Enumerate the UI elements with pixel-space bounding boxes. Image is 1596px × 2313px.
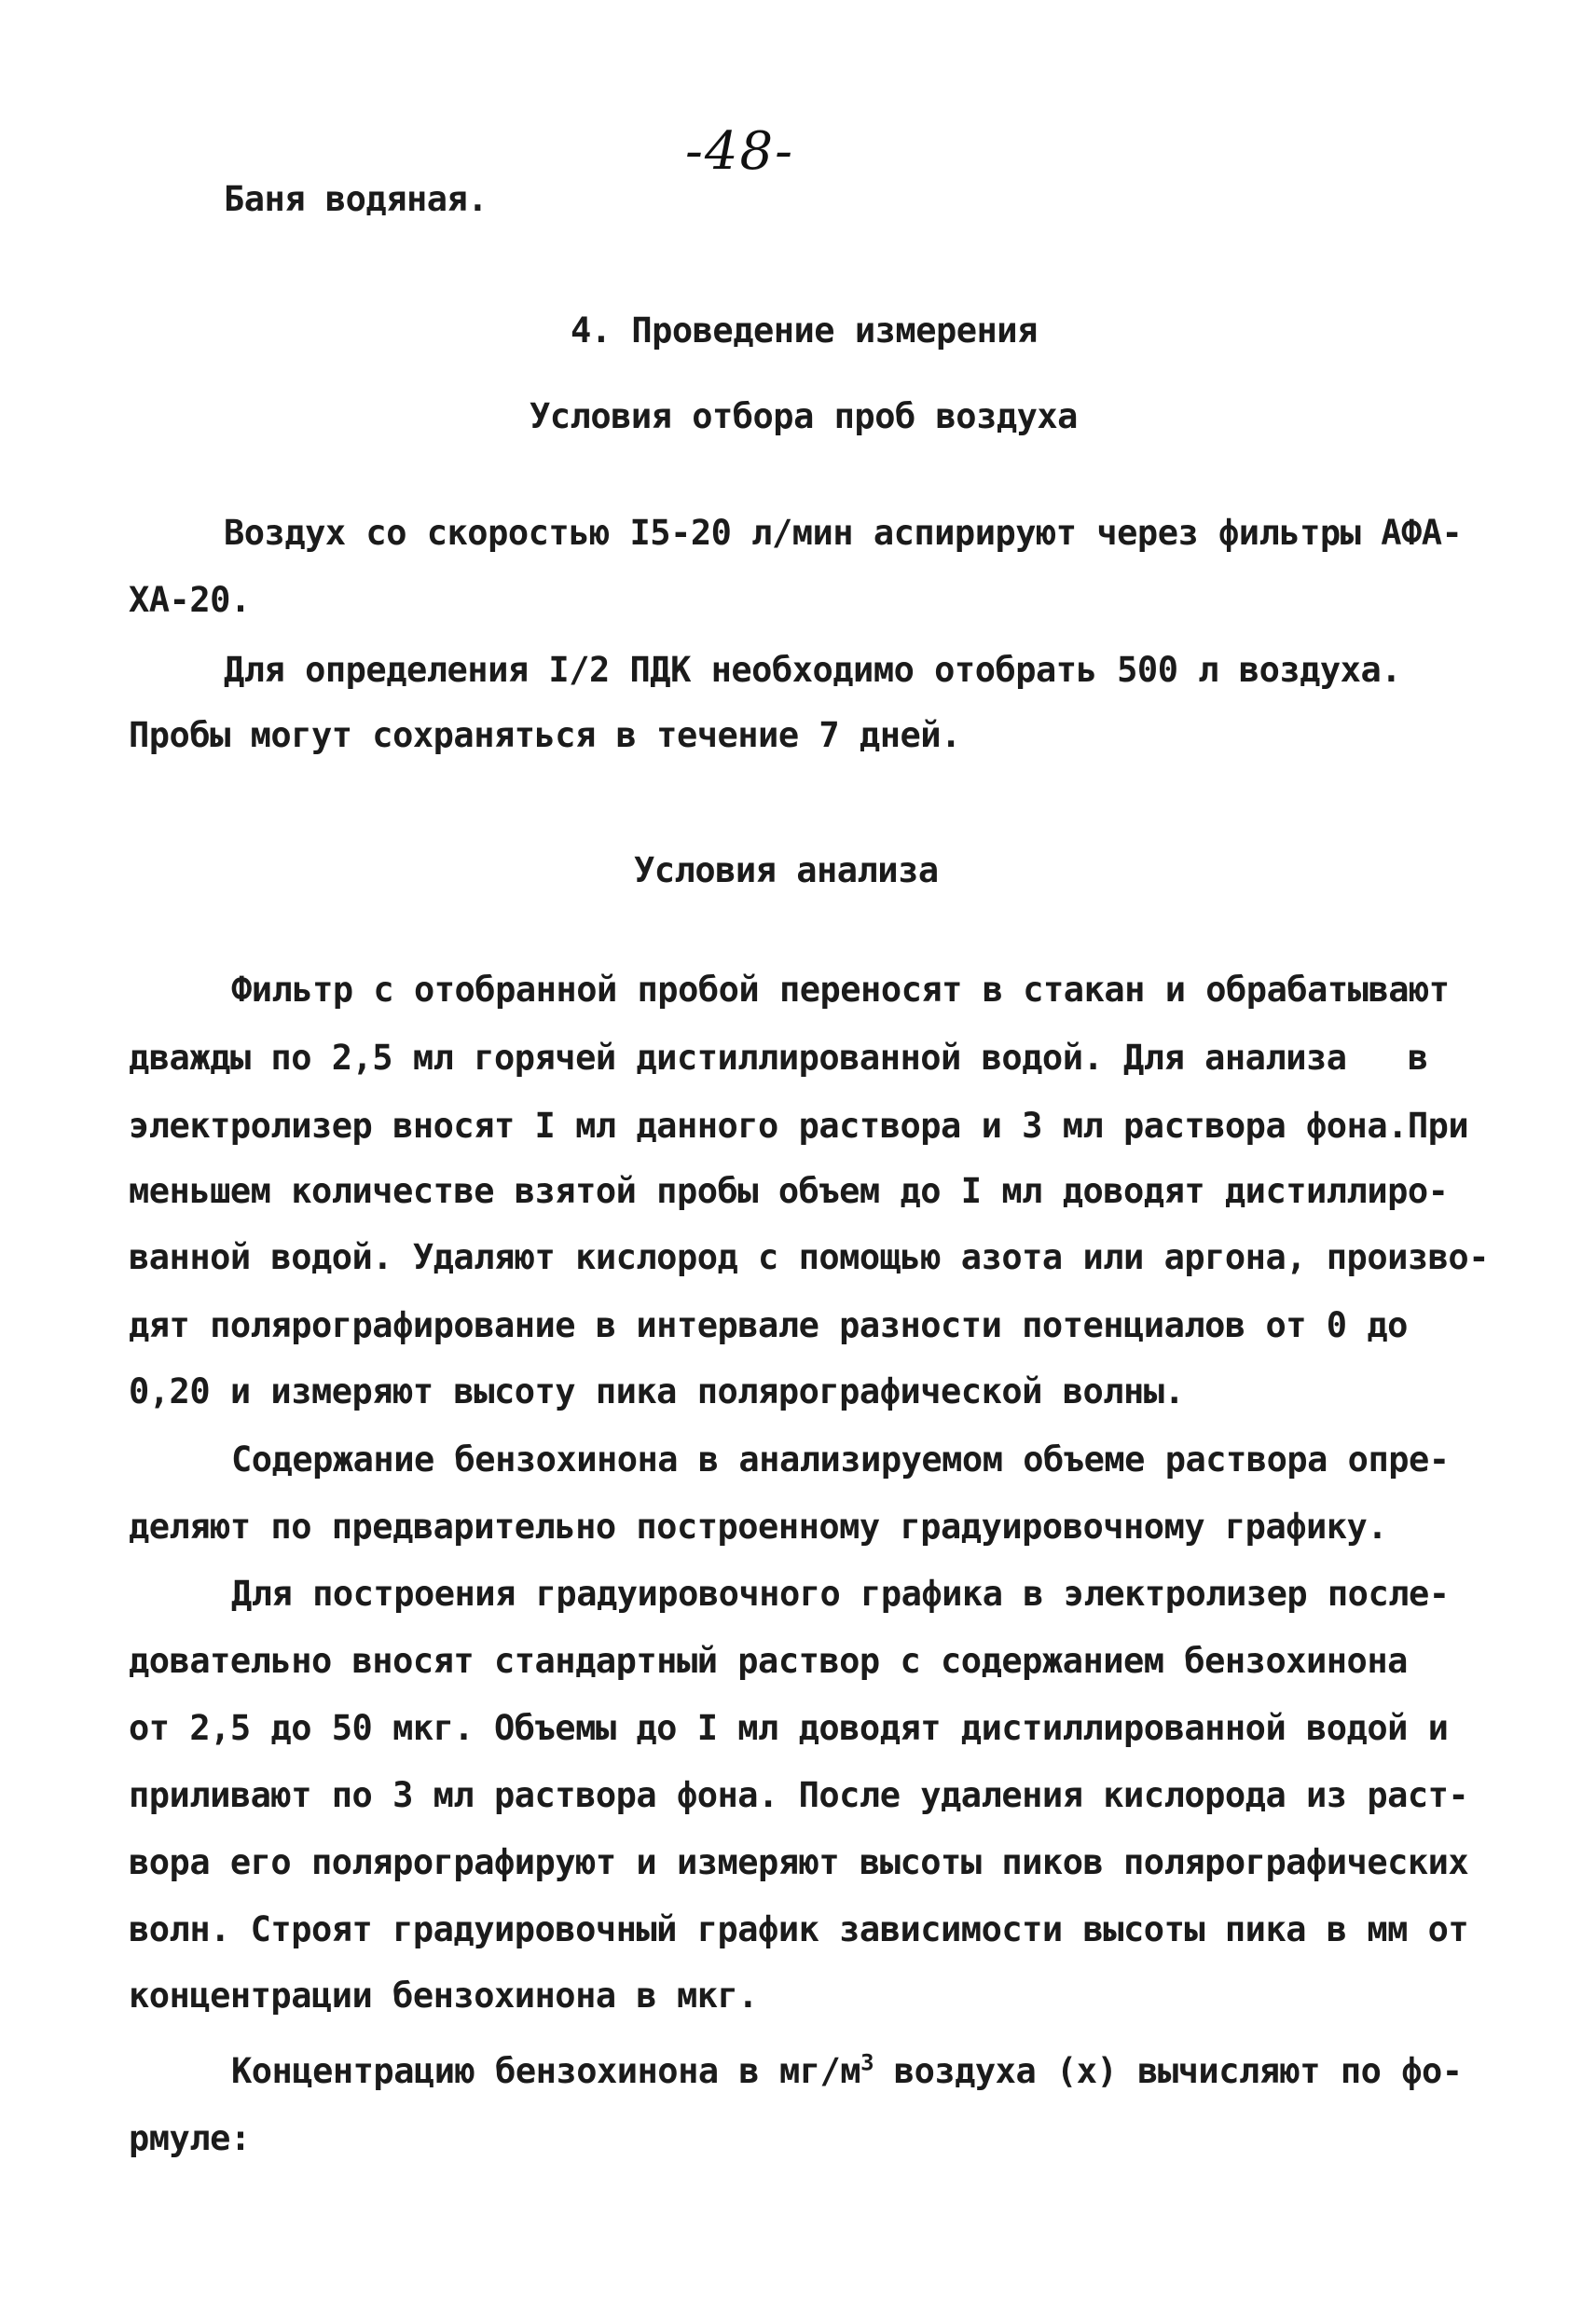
paragraph-line: Содержание бензохинона в анализируемом объеме раствора опре- xyxy=(231,1439,1450,1480)
paragraph-line: дважды по 2,5 мл горячей дистиллированной водой. Для анализа в xyxy=(129,1038,1428,1078)
paragraph-line: 0,20 и измеряют высоту пика полярографической волны. xyxy=(129,1371,1185,1411)
paragraph-line: Для определения I/2 ПДК необходимо отобрать 500 л воздуха. xyxy=(224,650,1402,690)
paragraph-line: Фильтр с отобранной пробой переносят в стакан и обрабатывают xyxy=(231,970,1450,1010)
section-heading: 4. Проведение измерения xyxy=(571,310,1038,351)
paragraph-line: ванной водой. Удаляют кислород с помощью азота или аргона, произво- xyxy=(129,1237,1489,1277)
page-number: -48- xyxy=(685,121,795,182)
formula-text-start: Концентрацию бензохинона в мг/м xyxy=(231,2051,861,2091)
paragraph-line: довательно вносят стандартный раствор с содержанием бензохинона xyxy=(129,1641,1408,1681)
paragraph-line: Пробы могут сохраняться в течение 7 дней. xyxy=(129,715,961,755)
formula-intro-line xyxy=(231,2051,1463,2092)
cubic-superscript: 3 xyxy=(860,2049,874,2076)
paragraph-line: дят полярографирование в интервале разности потенциалов от 0 до xyxy=(129,1305,1408,1345)
paragraph-line: ХА-20. xyxy=(129,580,251,620)
analysis-heading: Условия анализа xyxy=(634,850,939,890)
paragraph-line: вора его полярографируют и измеряют высоты пиков полярографических xyxy=(129,1842,1469,1882)
paragraph-line: Воздух со скоростью I5-20 л/мин аспирируют через фильтры АФА- xyxy=(224,513,1463,553)
paragraph-line: волн. Строят градуировочный график зависимости высоты пика в мм от xyxy=(129,1909,1469,1949)
paragraph-line: Для построения градуировочного графика в электролизер после- xyxy=(231,1574,1450,1614)
paragraph-line: от 2,5 до 50 мкг. Объемы до I мл доводят дистиллированной водой и xyxy=(129,1708,1449,1748)
formula-continuation-line: рмуле: xyxy=(129,2118,251,2158)
paragraph-line: меньшем количестве взятой пробы объем до I мл доводят дистиллиро- xyxy=(129,1171,1449,1211)
paragraph-line: концентрации бензохинона в мкг. xyxy=(129,1976,759,2016)
paragraph-line: приливают по 3 мл раствора фона. После удаления кислорода из раст- xyxy=(129,1775,1469,1815)
paragraph-line: деляют по предварительно построенному градуировочному графику. xyxy=(129,1507,1388,1547)
section-subheading: Условия отбора проб воздуха xyxy=(530,396,1078,436)
paragraph-line: электролизер вносят I мл данного раствора и 3 мл раствора фона.При xyxy=(129,1106,1469,1146)
formula-text-end: воздуха (х) вычисляют по фо- xyxy=(874,2051,1463,2091)
intro-line: Баня водяная. xyxy=(224,179,488,219)
